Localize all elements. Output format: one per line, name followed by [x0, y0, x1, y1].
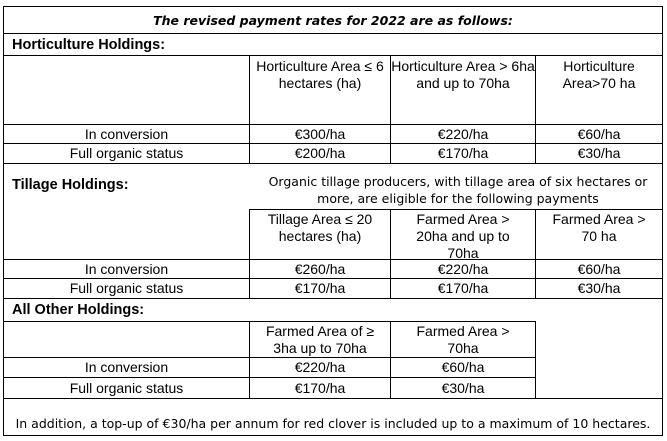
horticulture-rate-cell: €30/ha: [577, 145, 621, 161]
horticulture-col-3-header: Horticulture Area>70 ha: [562, 58, 636, 91]
tillage-col-1-header: Tillage Area ≤ 20 hectares (ha): [267, 211, 373, 244]
tillage-rate-cell: €260/ha: [294, 260, 346, 277]
tillage-eligibility-note: Organic tillage producers, with tillage area of six hectares or more, are eligible for the following payments: [268, 174, 648, 206]
other-heading: All Other Holdings:: [12, 302, 145, 318]
other-col-1-header: Farmed Area of ≥ 3ha up to 70ha: [265, 323, 375, 356]
other-rate-cell: €170/ha: [294, 379, 346, 396]
horticulture-rate-cell: €220/ha: [437, 125, 489, 142]
tillage-row-label: Full organic status: [69, 280, 184, 296]
horticulture-rate-cell: €300/ha: [294, 125, 346, 142]
horticulture-rate-cell: €200/ha: [294, 145, 346, 161]
tillage-rate-cell: €60/ha: [577, 260, 621, 277]
other-rate-cell: €60/ha: [441, 359, 485, 375]
tillage-rate-cell: €220/ha: [437, 260, 489, 277]
tillage-heading: Tillage Holdings:: [12, 177, 129, 193]
horticulture-row-label: In conversion: [84, 125, 169, 142]
tillage-col-3-header: Farmed Area > 70 ha: [552, 211, 646, 244]
horticulture-row-label: Full organic status: [69, 145, 184, 161]
tillage-rate-cell: €170/ha: [294, 280, 346, 296]
horticulture-rate-cell: €170/ha: [437, 145, 489, 161]
other-row-label: In conversion: [84, 359, 169, 375]
tillage-rate-cell: €30/ha: [577, 280, 621, 296]
horticulture-rate-cell: €60/ha: [577, 125, 621, 142]
other-rate-cell: €30/ha: [441, 379, 485, 396]
horticulture-heading: Horticulture Holdings:: [12, 37, 166, 53]
horticulture-col-1-header: Horticulture Area ≤ 6 hectares (ha): [256, 58, 384, 91]
tillage-col-2-header: Farmed Area > 20ha and up to 70ha: [416, 211, 510, 261]
tillage-rate-cell: €170/ha: [437, 280, 489, 296]
table-title: The revised payment rates for 2022 are as follows:: [153, 12, 513, 28]
tillage-row-label: In conversion: [84, 260, 169, 277]
other-rate-cell: €220/ha: [294, 359, 346, 375]
other-row-label: Full organic status: [69, 379, 184, 396]
footnote: In addition, a top-up of €30/ha per annum for red clover is included up to a maximum of 10 hectares.: [15, 415, 651, 431]
horticulture-col-2-header: Horticulture Area > 6ha and up to 70ha: [391, 58, 535, 91]
other-col-2-header: Farmed Area > 70ha: [416, 323, 510, 356]
